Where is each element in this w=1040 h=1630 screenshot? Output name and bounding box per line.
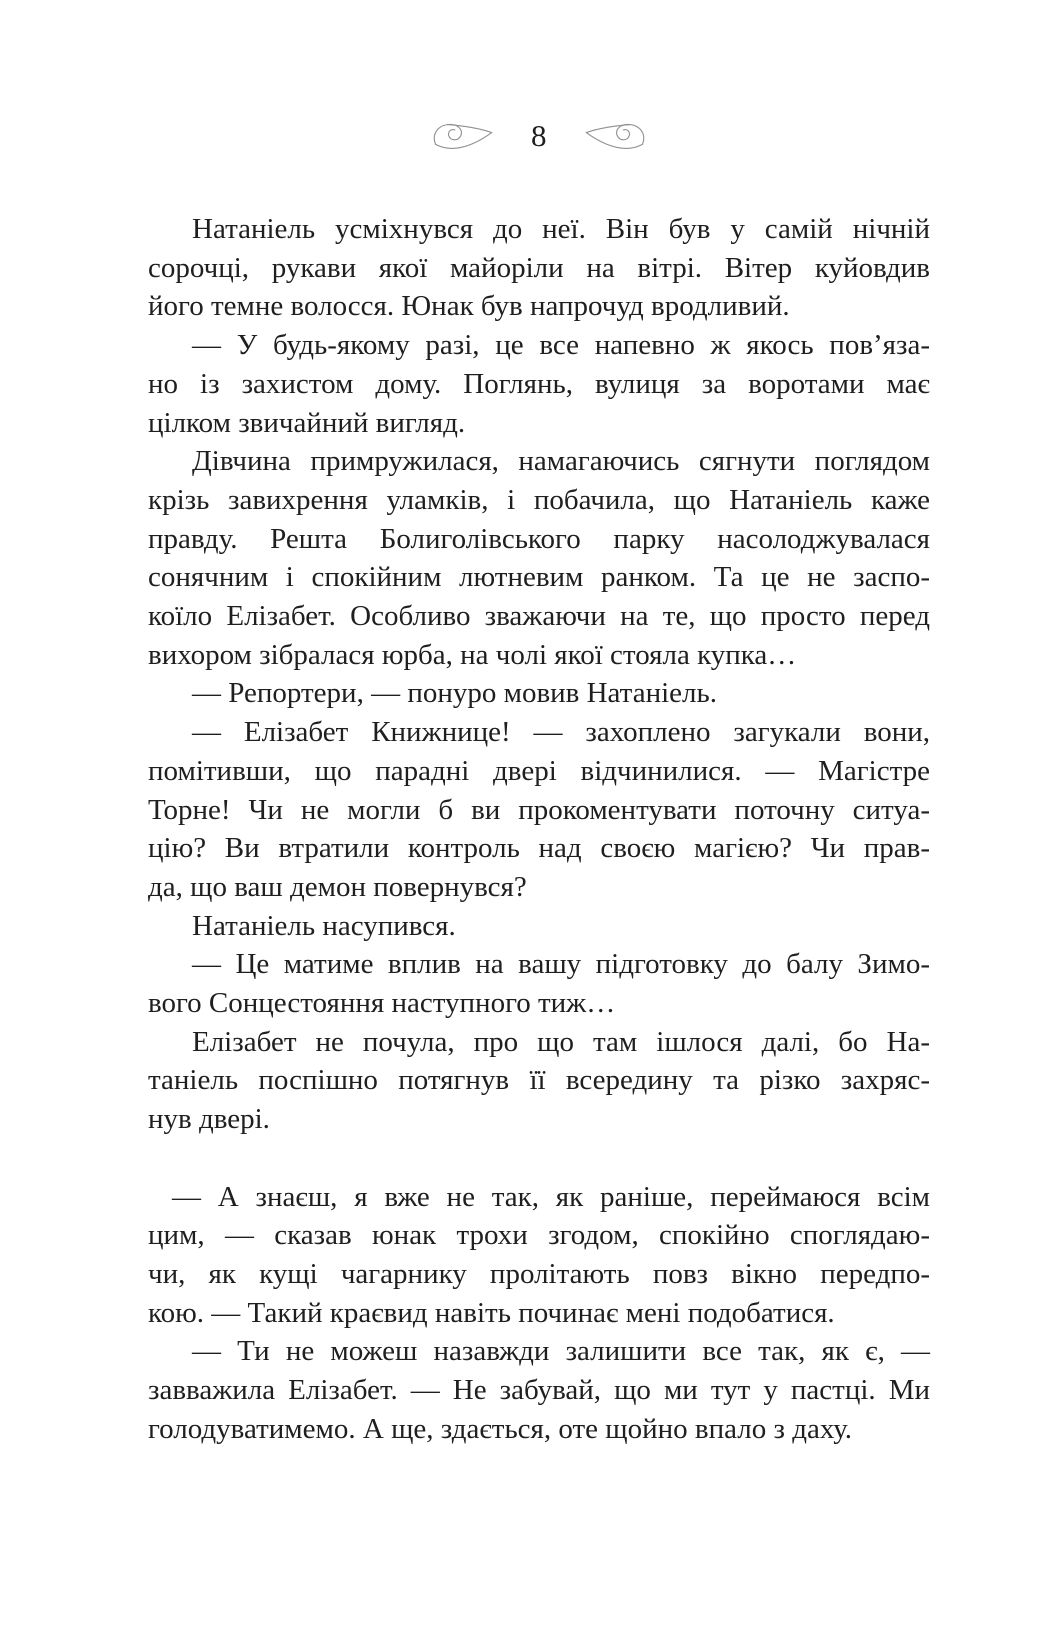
text-line: цим, — сказав юнак трохи згодом, спокійно споглядаю- [148, 1219, 930, 1252]
text-line: да, що ваш демон повернувся? [148, 870, 527, 903]
paragraph [148, 442, 930, 674]
paragraph [148, 907, 930, 946]
paragraph [148, 1332, 930, 1448]
paragraph [148, 674, 930, 713]
text-line: таніель поспішно потягнув її всередину та різко захряс- [148, 1064, 930, 1097]
text-line: — Ти не можеш назавжди залишити все так, як є, — [192, 1335, 930, 1368]
text-line: нув двері. [148, 1103, 270, 1136]
text-line: крізь завихрення уламків, і побачила, що Натаніель каже [148, 483, 930, 516]
text-line: Елізабет не почула, про що там ішлося далі, бо На- [192, 1025, 930, 1058]
text-line: сонячним і спокійним лютневим ранком. Та це не заспо- [148, 561, 930, 594]
text-line: — Це матиме вплив на вашу підготовку до балу Зимо- [192, 948, 930, 981]
flourish-left-icon [429, 118, 495, 155]
paragraph [148, 326, 930, 442]
text-line: коїло Елізабет. Особливо зважаючи на те, що просто перед [148, 600, 930, 633]
text-line: цілком звичайний вигляд. [148, 406, 466, 439]
text-line: голодуватимемо. А ще, здається, оте щойно впало з даху. [148, 1412, 853, 1445]
paragraph [148, 1178, 930, 1333]
text-block [148, 210, 930, 1448]
text-line: — У будь-якому разі, це все напевно ж якось пов’яза- [192, 329, 930, 362]
text-line: вихором зібралася юрба, на чолі якої стояла купка… [148, 638, 797, 671]
text-line: помітивши, що парадні двері відчинилися. — Магістре [148, 754, 930, 787]
text-line: — А знаєш, я вже не так, як раніше, переймаюся всім [172, 1180, 930, 1213]
text-line: Натаніель насупився. [192, 909, 456, 942]
text-line: його темне волосся. Юнак був напрочуд вродливий. [148, 290, 790, 323]
paragraph [148, 713, 930, 907]
text-line: сорочці, рукави якої майоріли на вітрі. Вітер куйовдив [148, 251, 930, 284]
text-line: Торне! Чи не могли б ви прокоментувати поточну ситуа- [148, 793, 930, 826]
text-line: вого Сонцестояння наступного тиж… [148, 987, 616, 1020]
paragraph [148, 945, 930, 1022]
flourish-right-icon [583, 118, 649, 155]
text-line: Натаніель усміхнувся до неї. Він був у самій нічній [192, 213, 930, 245]
paragraph [148, 210, 930, 326]
page-header [148, 114, 930, 158]
text-line: чи, як кущі чагарнику пролітають повз вікно передпо- [148, 1257, 930, 1290]
text-line: но із захистом дому. Поглянь, вулиця за воротами має [148, 367, 930, 400]
page-number: 8 [531, 117, 547, 153]
text-line: правду. Решта Болиголівського парку насолоджувалася [148, 522, 930, 555]
paragraph [148, 1023, 930, 1139]
text-line: Дівчина примружилася, намагаючись сягнути поглядом [192, 445, 930, 478]
text-line: завважила Елізабет. — Не забувай, що ми тут у пастці. Ми [148, 1374, 930, 1407]
text-line: кою. — Такий краєвид навіть починає мені подобатися. [148, 1296, 835, 1329]
text-line: — Елізабет Книжнице! — захоплено загукали вони, [192, 716, 930, 749]
text-line: — Репортери, — понуро мовив Натаніель. [192, 677, 717, 710]
text-line: цію? Ви втратили контроль над своєю магією? Чи прав- [148, 832, 930, 865]
